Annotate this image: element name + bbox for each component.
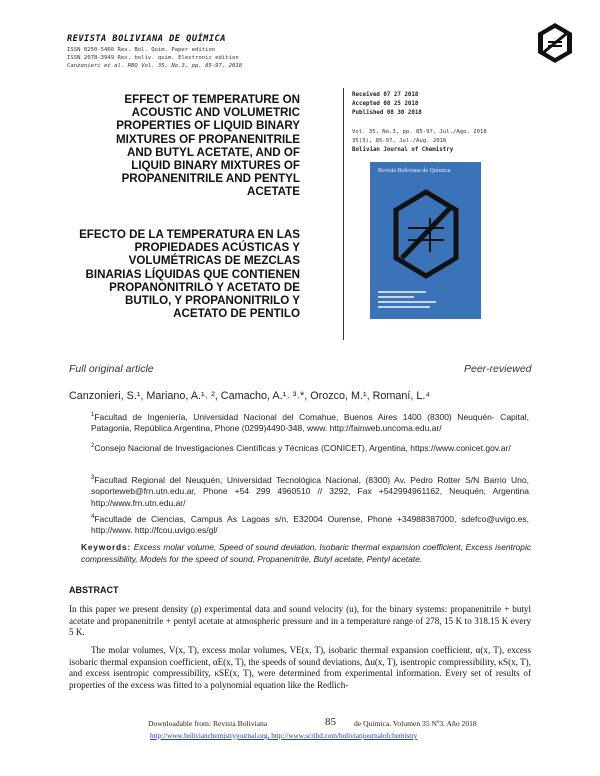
issn-electronic: ISSN 2078-3949 Rev. boliv. quim. Electronic edition [67, 55, 239, 61]
journal-english-name: Bolivian Journal of Chemistry [352, 147, 454, 153]
citation-line: Canzonieri et al. RBQ Vol. 35, No.3, pp. 85-97, 2018 [67, 63, 243, 69]
journal-link[interactable]: http://www.bolivianchemistryjournal.org [150, 732, 268, 740]
affiliation-2 [91, 441, 529, 454]
keywords-text: Excess molar volume, Speed of sound deviation, Isobaric thermal expansion coefficient, Excess isentropic compressibility, Models for the speed of sound, Propanenitrile, Butyl acetate, Pentyl acetate. [81, 542, 532, 564]
issn-paper: ISSN 0250-5460 Rev. Bol. Quim. Paper edition [67, 47, 216, 53]
vertical-divider [343, 88, 344, 340]
affiliation-text: Consejo Nacional de Investigaciones Científicas y Técnicas (CONICET), Argentina, https://www.conicet.gov.ar/ [94, 442, 511, 453]
footer-download-text: Downloadable from: Revista Boliviana [148, 719, 268, 728]
article-type: Full original article [69, 363, 154, 375]
journal-cover-image [370, 162, 481, 319]
keywords-block [81, 542, 531, 565]
affiliation-marker: 4 [91, 514, 95, 520]
footer-volume-text: de Química. Volumen 35 Nº3. Año 2018 [354, 719, 477, 728]
affiliation-marker: 2 [91, 443, 95, 449]
volume-info-es: Vol. 35, No.3, pp. 85-97, Jul./Ago. 2018 [352, 129, 487, 135]
page-number: 85 [325, 716, 336, 728]
title-english: EFFECT OF TEMPERATURE ON ACOUSTIC AND VOLUMETRIC PROPERTIES OF LIQUID BINARY MIXTURES OF PROPANENITRILE AND BUTYL ACETATE, AND OF LIQUID BINARY MIXTURES OF PROPANENITRILE AND PENTYL ACETATE [115, 93, 300, 199]
date-published: Published 08 30 2018 [352, 110, 422, 116]
affiliation-4 [91, 512, 529, 537]
abstract-paragraph-2: The molar volumes, V(x, T), excess molar volumes, VE(x, T), isobaric thermal expansion coefficient, α(x, T), excess isobaric thermal expansion coefficient, αE(x, T), the speeds of sound deviations, Δu(x, T), isentropic compressibility, κS(x, T), and excess isentropic compressibility, κSE(x, T), were determined from experimental information. Every set of results of properties of the excess was fitted to a polynomial equation like the Redlich- [69, 645, 531, 690]
journal-name: REVISTA BOLIVIANA DE QUÍMICA [67, 34, 226, 44]
authors-line: Canzonieri, S.¹, Mariano, A.¹˒ ², Camacho, A.¹˒ ³˒*, Orozco, M.¹, Romaní, L.⁴ [69, 390, 431, 402]
cover-logo-icon [390, 188, 462, 280]
date-received: Received 07 27 2018 [352, 92, 419, 98]
cover-title: Revista Boliviana de Química [378, 168, 451, 174]
keywords-label: Keywords: [81, 542, 132, 552]
volume-info-en: 35(3), 85-97, Jul./Aug. 2018 [352, 138, 447, 144]
peer-reviewed-label: Peer-reviewed [464, 363, 532, 375]
affiliation-1 [91, 410, 529, 435]
cover-text-lines [378, 291, 438, 311]
affiliation-text: Facultad Regional del Neuquén, Universidad Tecnológica Nacional, (8300) Av. Pedro Rotter S/N Barrio Uno, soporteweb@frn.utn.edu.ar, Phone +54 299 4960510 // 3292, Fax +542994961162, Neuquén, Argentina http://www.frn.utn.edu.ar/ [91, 474, 529, 508]
scribd-link[interactable]: http://www.scribd.com/bolivianjournalofchemistry [271, 732, 418, 740]
affiliation-text: Facultad de Ingeniería, Universidad Nacional del Comahue, Buenos Aires 1400 (8300) Neuquén- Capital, Patagonia, República Argentina, Phone (0299)4490-348, www. http://fainweb.uncoma.edu.ar/ [91, 411, 529, 434]
link-separator: , [267, 732, 270, 740]
affiliation-3 [91, 473, 529, 509]
affiliation-marker: 3 [91, 475, 95, 481]
abstract-paragraph-1: In this paper we present density (ρ) experimental data and sound velocity (u), for the binary systems: propanenitrile + butyl acetate and propanenitrile + pentyl acetate at atmospheric pressure and in a temperature range of 278, 15 K to 318.15 K every 5 K. [69, 604, 531, 638]
abstract-heading: ABSTRACT [69, 585, 119, 595]
footer-links [150, 732, 417, 740]
affiliation-marker: 1 [91, 412, 95, 418]
affiliation-text: Facultade de Ciencias, Campus As Lagoas s/n, E32004 Ourense, Phone +34988387000, sdefco@uvigo.es, http://www. http://fcou.uvigo.es/gl/ [91, 513, 529, 536]
date-accepted: Accepted 08 25 2018 [352, 101, 419, 107]
journal-logo-icon [534, 22, 576, 64]
title-spanish: EFECTO DE LA TEMPERATURA EN LAS PROPIEDADES ACÚSTICAS Y VOLUMÉTRICAS DE MEZCLAS BINARIAS LÍQUIDAS QUE CONTIENEN PROPANONITRILO Y ACETATO DE BUTILO, Y PROPANONITRILO Y ACETATO DE PENTILO [79, 228, 300, 321]
